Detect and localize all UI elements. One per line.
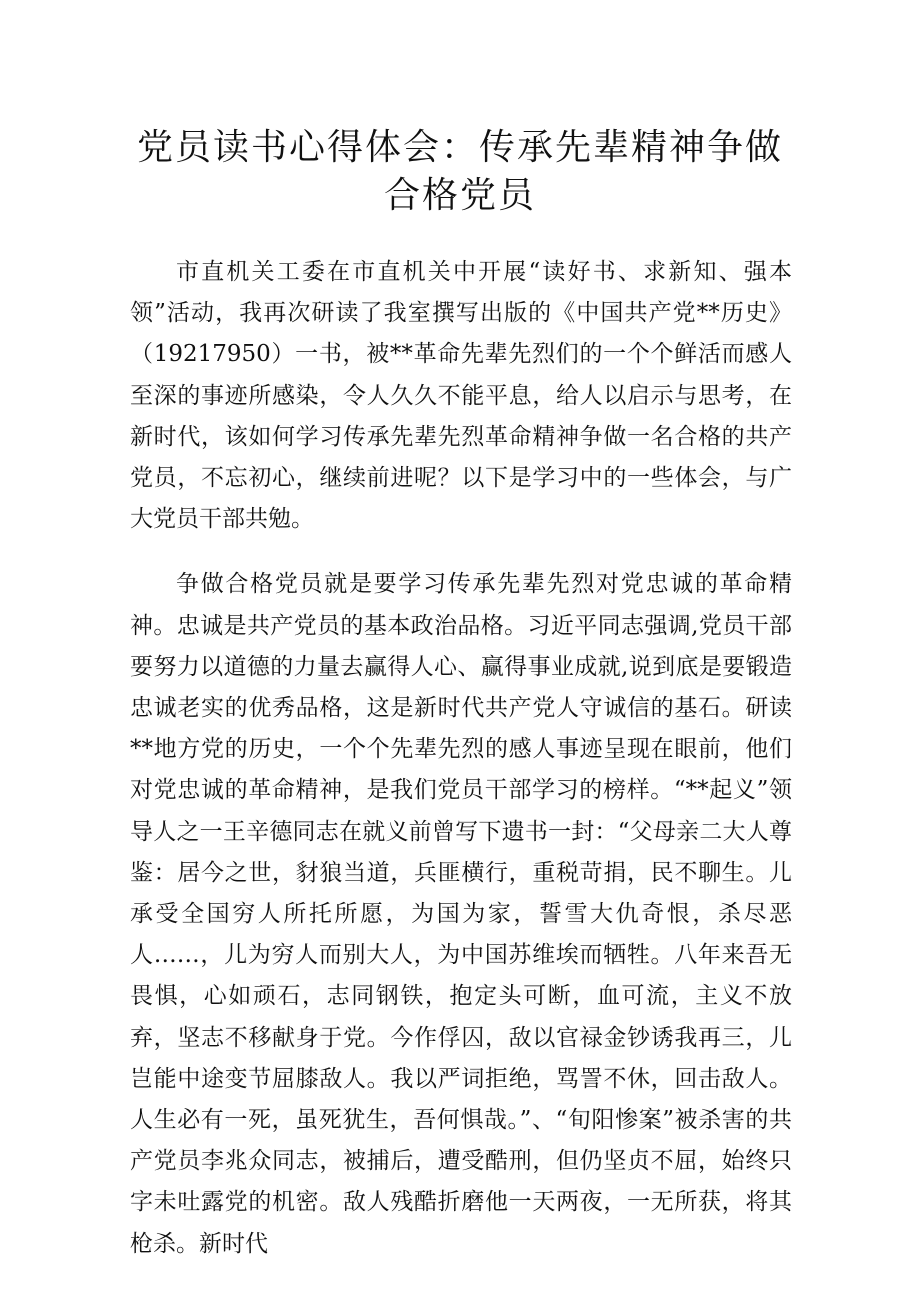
paragraph-loyalty: 争做合格党员就是要学习传承先辈先烈对党忠诚的革命精神。忠诚是共产党员的基本政治品格。习近平同志强调,党员干部要努力以道德的力量去赢得人心、赢得事业成就,说到底是要锻造忠诚老实的优秀品格，这是新时代共产党人守诚信的基石。研读**地方党的历史，一个个先辈先烈的感人事迹呈现在眼前，他们对党忠诚的革命精神，是我们党员干部学习的榜样。“**起义”领导人之一王辛德同志在就义前曾写下遗书一封：“父母亲二大人尊鉴：居今之世，豺狼当道，兵匪横行，重税苛捐，民不聊生。儿承受全国穷人所托所愿，为国为家，誓雪大仇奇恨，杀尽恶人……，儿为穷人而别大人，为中国苏维埃而牺牲。八年来吾无畏惧，心如顽石，志同钢铁，抱定头可断，血可流，主义不放弃，坚志不移献身于党。今作俘囚，敌以官禄金钞诱我再三，儿岂能中途变节屈膝敌人。我以严词拒绝，骂詈不休，回击敌人。人生必有一死，虽死犹生，吾何惧哉。”、“旬阳惨案”被杀害的共产党员李兆众同志，被捕后，遭受酷刑，但仍坚贞不屈，始终只字未吐露党的机密。敌人残酷折磨他一天两夜，一无所获，将其枪杀。新时代 <box>130 571 792 1257</box>
paragraph-intro: 市直机关工委在市直机关中开展“读好书、求新知、强本领”活动，我再次研读了我室撰写出版的《中国共产党**历史》（19217950）一书，被**革命先辈先烈们的一个个鲜活而感人至深的事迹所感染，令人久久不能平息，给人以启示与思考，在新时代，该如何学习传承先辈先烈革命精神争做一名合格的共产党员，不忘初心，继续前进呢？以下是学习中的一些体会，与广大党员干部共勉。 <box>130 259 792 533</box>
document-body <box>130 252 792 1289</box>
document-title: 党员读书心得体会：传承先辈精神争做合格党员 <box>136 127 783 216</box>
